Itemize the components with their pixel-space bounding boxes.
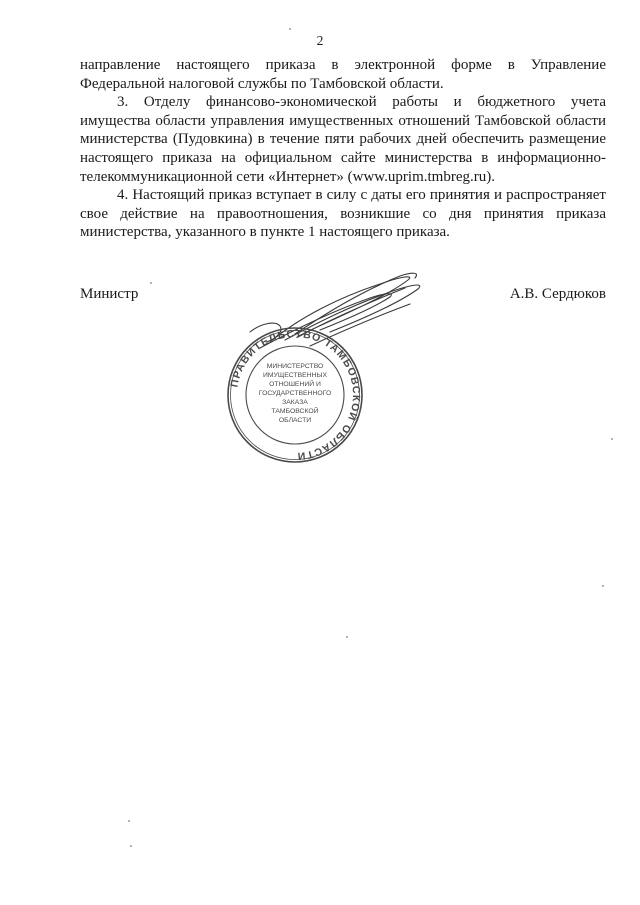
document-body [80,56,606,242]
stamp-outer-text: ПРАВИТЕЛЬСТВО ТАМБОВСКОЙ ОБЛАСТИ [228,327,363,463]
signatory-role: Министр [80,286,139,302]
paragraph-item-4: 4. Настоящий приказ вступает в силу с даты его принятия и распространяет свое действие на правоотношения, возникшие со дня принятия приказа министерства, указанного в пункте 1 настоящего приказа. [80,187,606,241]
stamp-line-6: ТАМБОВСКОЙ [271,408,319,415]
paragraph-continuation: направление настоящего приказа в электронной форме в Управление Федеральной налоговой службы по Тамбовской области. [80,57,606,92]
stamp-line-5: ЗАКАЗА [282,399,308,406]
scan-speck [128,820,130,822]
stamp-line-3: ОТНОШЕНИЙ И [269,381,321,388]
paragraph-item-3: 3. Отделу финансово-экономической работы и бюджетного учета имущества области управления имущественных отношений Тамбовской области министерства (Пудовкина) в течение пяти рабочих дней обеспечить размещение настоящего приказа на официальном сайте министерства в информационно-телекоммуникационной сети «Интернет» (www.uprim.tmbreg.ru). [80,94,606,185]
scan-speck [611,438,613,440]
scan-speck [150,282,152,284]
signatory-name: А.В. Сердюков [509,286,606,302]
official-stamp-icon [225,325,365,465]
scan-speck [602,585,604,587]
stamp-line-2: ИМУЩЕСТВЕННЫХ [262,372,328,379]
stamp-line-1: МИНИСТЕРСТВО [266,363,324,370]
page-number: 2 [316,33,324,48]
stamp-line-4: ГОСУДАРСТВЕННОГО [258,390,332,397]
scan-speck [289,28,291,30]
scan-speck [346,636,348,638]
scan-speck [130,845,132,847]
stamp-line-7: ОБЛАСТИ [278,417,312,424]
